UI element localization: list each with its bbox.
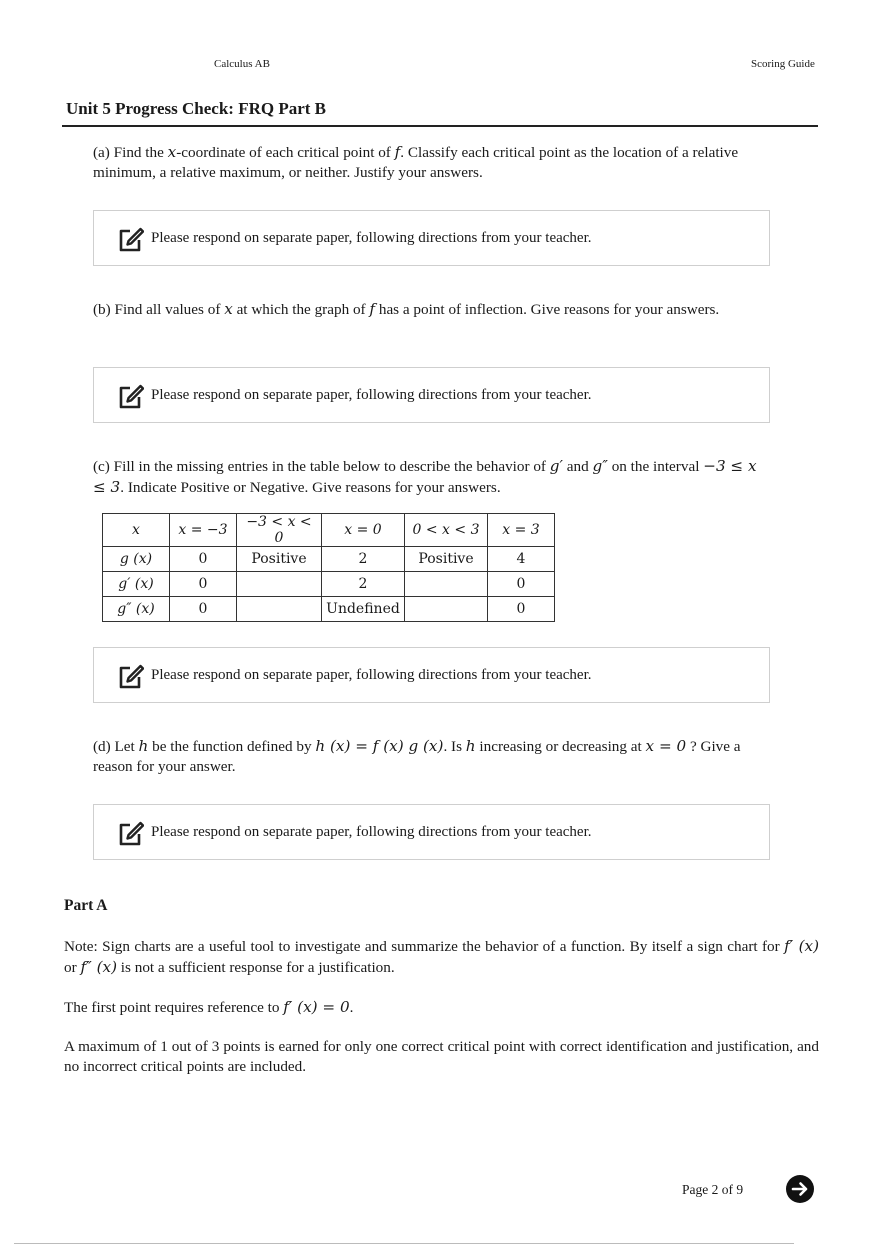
part-a-maximum: A maximum of 1 out of 3 points is earned for only one correct critical point with correct identification and justification, and no incorrect critical points are included. xyxy=(64,1038,819,1075)
table-cell: 0 xyxy=(170,597,237,622)
table-header-cell: x = −3 xyxy=(170,514,237,547)
table-cell: 0 xyxy=(488,597,555,622)
table-header-cell: x xyxy=(103,514,170,547)
qa-text-3: . Classify each critical point as the location of a relative minimum, a relative maximum, or neither. Justify your answers. xyxy=(93,144,739,181)
response-box-d[interactable] xyxy=(93,804,770,860)
question-c xyxy=(93,456,773,498)
table-row xyxy=(103,572,555,597)
note-text-1: Note: Sign charts are a useful tool to investigate and summarize the behavior of a function. By itself a sign chart for xyxy=(64,938,785,955)
table-cell: 2 xyxy=(322,547,405,572)
table-header-row xyxy=(103,514,555,547)
qa-text-2: -coordinate of each critical point of xyxy=(176,144,395,161)
response-box-a[interactable] xyxy=(93,210,770,266)
qd-point: x = 0 xyxy=(645,737,687,755)
table-cell: 0 xyxy=(170,572,237,597)
qd-definition: h (x) = f (x) g (x) xyxy=(315,737,444,755)
response-prompt: Please respond on separate paper, following directions from your teacher. xyxy=(151,824,592,840)
table-cell: 0 xyxy=(488,572,555,597)
note-fprime: f′ (x) xyxy=(784,937,819,955)
table-header-cell: 0 < x < 3 xyxy=(405,514,488,547)
qb-text-1: (b) Find all values of xyxy=(93,301,225,318)
qc-interval: −3 ≤ x ≤ 3 xyxy=(93,457,757,496)
note-or: or xyxy=(64,959,81,976)
qb-text-2: at which the graph of xyxy=(232,301,370,318)
question-a xyxy=(93,142,773,183)
qd-text-4: increasing or decreasing at xyxy=(475,738,646,755)
table-cell: 4 xyxy=(488,547,555,572)
qd-text-2: be the function defined by xyxy=(148,738,316,755)
table-cell: 0 xyxy=(170,547,237,572)
qd-var-h2: h xyxy=(465,737,476,755)
table-cell-empty[interactable] xyxy=(237,597,322,622)
page-title: Unit 5 Progress Check: FRQ Part B xyxy=(66,99,327,118)
table-cell-empty[interactable] xyxy=(237,572,322,597)
table-header-cell: x = 0 xyxy=(322,514,405,547)
response-box-b[interactable] xyxy=(93,367,770,423)
table-cell-empty[interactable] xyxy=(405,597,488,622)
header-course: Calculus AB xyxy=(214,58,270,70)
qa-text-1: (a) Find the xyxy=(93,144,168,161)
bottom-divider xyxy=(14,1243,794,1244)
question-d xyxy=(93,736,773,777)
table-cell: Positive xyxy=(237,547,322,572)
qc-text-4: . Indicate Positive or Negative. Give reasons for your answers. xyxy=(120,479,501,496)
arrow-right-icon xyxy=(786,1175,814,1203)
edit-icon xyxy=(116,383,144,411)
table-cell: Positive xyxy=(405,547,488,572)
next-page-button[interactable] xyxy=(786,1175,814,1203)
table-header-cell: −3 < x < 0 xyxy=(237,514,322,547)
part-a-first-point xyxy=(64,997,819,1018)
qd-text-1: (d) Let xyxy=(93,738,139,755)
title-divider xyxy=(62,125,818,127)
qa-var-f: f xyxy=(394,143,401,161)
edit-icon xyxy=(116,820,144,848)
response-prompt: Please respond on separate paper, following directions from your teacher. xyxy=(151,230,592,246)
header-guide: Scoring Guide xyxy=(751,58,815,70)
page-number: Page 2 of 9 xyxy=(682,1182,744,1197)
first-equation: f′ (x) = 0 xyxy=(283,998,350,1016)
response-box-c[interactable] xyxy=(93,647,770,703)
table-cell: g′ (x) xyxy=(103,572,170,597)
qc-var-gdouble: g″ xyxy=(592,457,608,475)
qb-var-x: x xyxy=(224,300,233,318)
edit-icon xyxy=(116,663,144,691)
first-text-1: The first point requires reference to xyxy=(64,999,284,1016)
qd-var-h: h xyxy=(138,737,149,755)
table-row xyxy=(103,547,555,572)
question-b xyxy=(93,299,773,320)
qc-var-gprime: g′ xyxy=(549,457,563,475)
table-cell-empty[interactable] xyxy=(405,572,488,597)
note-text-2: is not a sufficient response for a justification. xyxy=(117,959,395,976)
values-table xyxy=(102,513,555,622)
response-prompt: Please respond on separate paper, following directions from your teacher. xyxy=(151,387,592,403)
edit-icon xyxy=(116,226,144,254)
first-text-2: . xyxy=(349,999,354,1016)
qb-text-3: has a point of inflection. Give reasons for your answers. xyxy=(375,301,720,318)
table-row xyxy=(103,597,555,622)
table-cell: g″ (x) xyxy=(103,597,170,622)
qb-var-f: f xyxy=(369,300,376,318)
part-a-heading: Part A xyxy=(64,897,108,914)
qd-text-5: ? Give a reason for your answer. xyxy=(93,738,741,775)
qc-text-2: and xyxy=(562,458,593,475)
table-cell: 2 xyxy=(322,572,405,597)
qa-var-x: x xyxy=(167,143,177,161)
part-a-note xyxy=(64,936,819,978)
qc-text-1: (c) Fill in the missing entries in the table below to describe the behavior of xyxy=(93,458,550,475)
table-cell: g (x) xyxy=(103,547,170,572)
qc-text-3: on the interval xyxy=(607,458,700,475)
qd-text-3: . Is xyxy=(443,738,466,755)
table-cell: Undefined xyxy=(322,597,405,622)
table-header-cell: x = 3 xyxy=(488,514,555,547)
response-prompt: Please respond on separate paper, following directions from your teacher. xyxy=(151,667,592,683)
note-fdoubleprime: f″ (x) xyxy=(80,958,117,976)
